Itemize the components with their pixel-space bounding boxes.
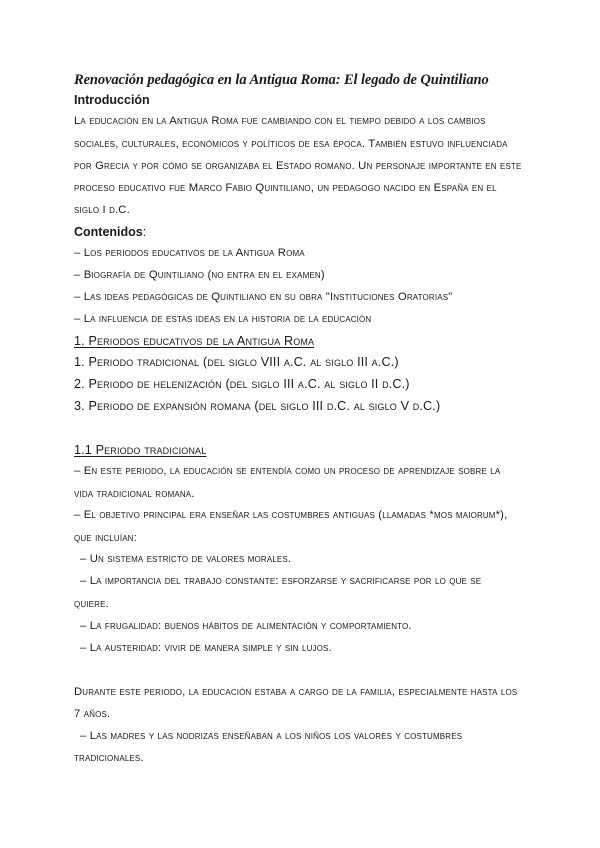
contents-item: – Biografía de Quintiliano (no entra en el examen) [74, 269, 325, 281]
intro-line: siglo I d.C. [74, 204, 130, 216]
contents-item: – Los periodos educativos de la Antigua Roma [74, 247, 305, 259]
paragraph-line: que incluían: [74, 532, 137, 544]
contents-heading [74, 226, 146, 239]
bullet-line: – Las madres y las nodrizas enseñaban a los niños los valores y costumbres [80, 730, 463, 742]
period-item: 3. Periodo de expansión romana (del siglo III d.C. al siglo V d.C.) [74, 399, 441, 413]
period-item: 2. Periodo de helenización (del siglo III a.C. al siglo II d.C.) [74, 377, 410, 391]
paragraph-line: tradicionales. [74, 752, 144, 764]
paragraph-line: vida tradicional romana. [74, 488, 195, 500]
bullet-line: – La importancia del trabajo constante: esforzarse y sacrificarse por lo que se [80, 575, 482, 587]
contents-item: – Las ideas pedagógicas de Quintiliano en su obra "Instituciones Oratorias" [74, 291, 453, 303]
period-item: 1. Periodo tradicional (del siglo VIII a.C. al siglo III a.C.) [74, 355, 399, 369]
bullet-line: – Un sistema estricto de valores morales. [80, 553, 292, 565]
contents-item: – La influencia de estas ideas en la historia de la educación [74, 313, 372, 325]
intro-line: sociales, culturales, económicos y políticos de esa época. También estuvo influenciada [74, 138, 508, 150]
paragraph-line: 7 años. [74, 708, 111, 720]
intro-line: por Grecia y por cómo se organizaba el Estado romano. Un personaje importante en este [74, 160, 522, 172]
intro-heading: Introducción [74, 93, 150, 107]
paragraph-line: Durante este periodo, la educación estaba a cargo de la familia, especialmente hasta los [74, 686, 518, 698]
bullet-line: – La austeridad: vivir de manera simple y sin lujos. [80, 642, 332, 654]
paragraph-line: – El objetivo principal era enseñar las costumbres antiguas (llamadas *mos maiorum*), [74, 509, 508, 521]
contents-heading-label: Contenidos [74, 225, 143, 239]
paragraph-line: quiere. [74, 598, 109, 610]
document-title: Renovación pedagógica en la Antigua Roma: El legado de Quintiliano [74, 72, 489, 88]
paragraph-line: – En este periodo, la educación se entendía como un proceso de aprendizaje sobre la [74, 465, 501, 477]
section-heading: 1. Periodos educativos de la Antigua Roma [74, 334, 315, 348]
contents-heading-colon: : [142, 225, 147, 239]
bullet-line: – La frugalidad: buenos hábitos de alimentación y comportamiento. [80, 620, 412, 632]
subsection-heading: 1.1 Periodo tradicional [74, 443, 207, 457]
intro-line: La educación en la Antigua Roma fue cambiando con el tiempo debido a los cambios [74, 115, 486, 127]
intro-line: proceso educativo fue Marco Fabio Quintiliano, un pedagogo nacido en España en el [74, 182, 497, 194]
